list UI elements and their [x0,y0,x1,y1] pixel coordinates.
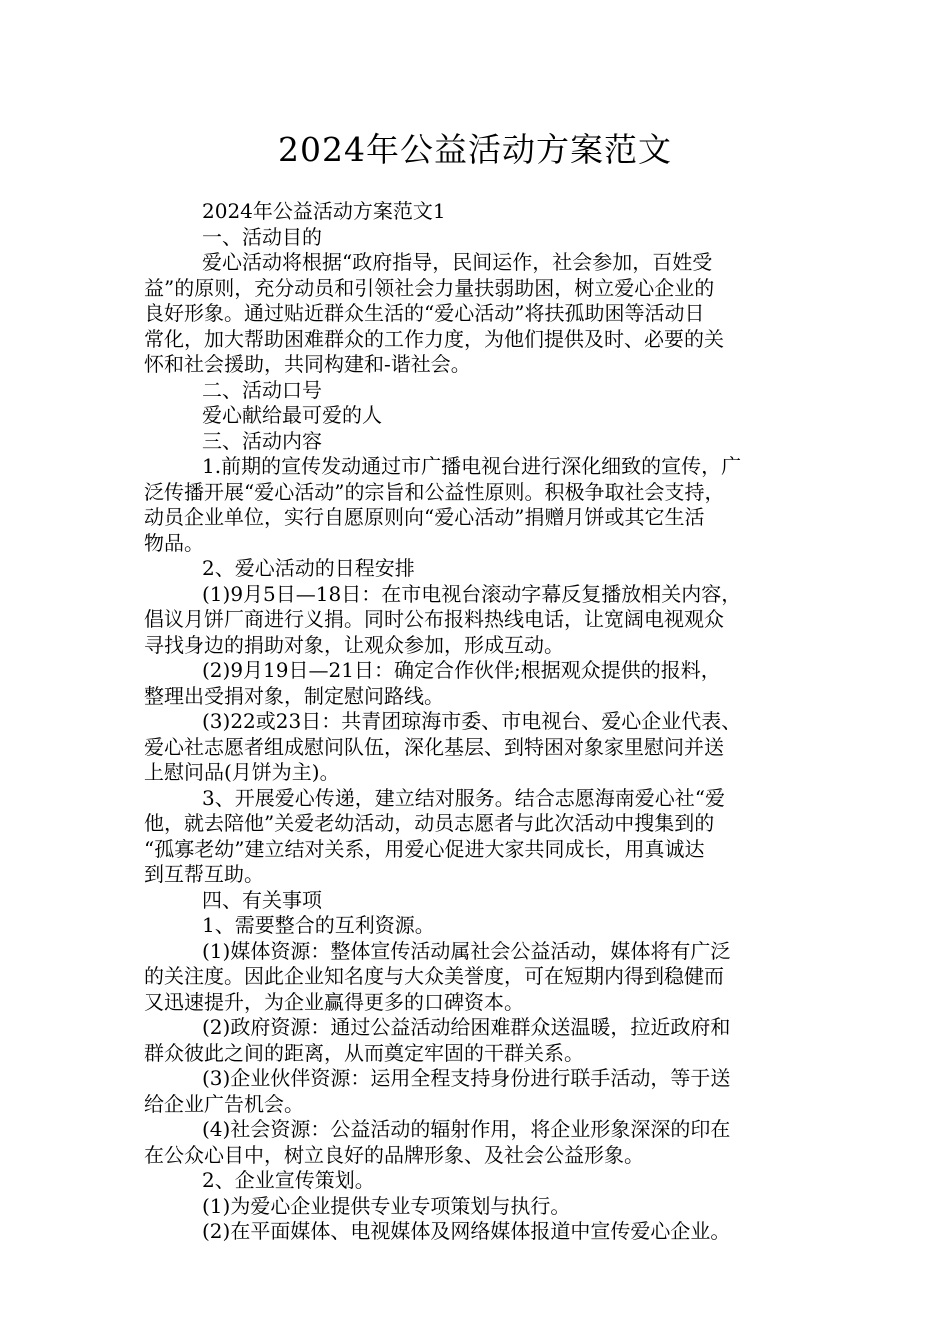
paragraph-line: 又迅速提升，为企业赢得更多的口碑资本。 [144,989,524,1014]
paragraph-line: 2、企业宣传策划。 [202,1168,375,1192]
paragraph-line: 上慰问品(月饼为主)。 [144,760,340,784]
paragraph-line: 爱心献给最可爱的人 [202,403,382,427]
document-body [144,199,814,1245]
paragraph-line: (2)9月19日—21日：确定合作伙伴;根据观众提供的报料， [202,658,721,682]
paragraph-line: 2、爱心活动的日程安排 [202,556,415,580]
paragraph-line: 1、需要整合的互利资源。 [202,913,435,937]
paragraph-line: 他，就去陪他”关爱老幼活动，动员志愿者与此次活动中搜集到的 [144,811,715,835]
page-title: 2024年公益活动方案范文 [278,130,672,169]
paragraph-line: (1)媒体资源：整体宣传活动属社会公益活动，媒体将有广泛 [202,938,731,963]
paragraph-line: 2024年公益活动方案范文1 [202,199,446,223]
paragraph-line: 益”的原则，充分动员和引领社会力量扶弱助困，树立爱心企业的 [144,275,715,300]
paragraph-line: 倡议月饼厂商进行义捐。同时公布报料热线电话，让宽阔电视观众 [144,607,724,631]
paragraph-line: 整理出受捐对象，制定慰问路线。 [144,683,444,708]
paragraph-line: (2)在平面媒体、电视媒体及网络媒体报道中宣传爱心企业。 [202,1219,731,1243]
paragraph-line: “孤寡老幼”建立结对关系，用爱心促进大家共同成长，用真诚达 [144,836,705,861]
paragraph-line: (3)22或23日：共青团琼海市委、市电视台、爱心企业代表、 [202,709,742,733]
paragraph-line: 1.前期的宣传发动通过市广播电视台进行深化细致的宣传，广 [202,454,742,478]
paragraph-line: 三、活动内容 [202,428,322,453]
paragraph-line: 怀和社会援助，共同构建和-谐社会。 [144,352,471,376]
paragraph-line: 给企业广告机会。 [144,1091,304,1116]
paragraph-line: 物品。 [144,530,204,555]
paragraph-line: 到互帮互助。 [144,862,264,886]
paragraph-line: 在公众心目中，树立良好的品牌形象、及社会公益形象。 [144,1142,644,1167]
paragraph-line: (1)为爱心企业提供专业专项策划与执行。 [202,1193,571,1218]
paragraph-line: 3、开展爱心传递，建立结对服务。结合志愿海南爱心社“爱 [202,785,725,810]
paragraph-line: (2)政府资源：通过公益活动给困难群众送温暖，拉近政府和 [202,1015,731,1039]
paragraph-line: 一、活动目的 [202,224,322,249]
paragraph-line: 的关注度。因此企业知名度与大众美誉度，可在短期内得到稳健而 [144,964,724,988]
paragraph-line: 爱心活动将根据“政府指导，民间运作，社会参加，百姓受 [202,250,713,274]
paragraph-line: 动员企业单位，实行自愿原则向“爱心活动”捐赠月饼或其它生活 [144,505,705,529]
paragraph-line: (4)社会资源：公益活动的辐射作用，将企业形象深深的印在 [202,1117,731,1141]
paragraph-line: 常化，加大帮助困难群众的工作力度，为他们提供及时、必要的关 [144,326,724,351]
paragraph-line: 二、活动口号 [202,377,322,402]
paragraph-line: 爱心社志愿者组成慰问队伍，深化基层、到特困对象家里慰问并送 [144,734,724,759]
paragraph-line: 寻找身边的捐助对象，让观众参加，形成互动。 [144,632,564,657]
paragraph-line: 良好形象。通过贴近群众生活的“爱心活动”将扶孤助困等活动日 [144,301,705,325]
paragraph-line: 泛传播开展“爱心活动”的宗旨和公益性原则。积极争取社会支持， [144,479,725,504]
paragraph-line: (1)9月5日—18日：在市电视台滚动字幕反复播放相关内容， [202,581,742,606]
paragraph-line: 群众彼此之间的距离，从而奠定牢固的干群关系。 [144,1040,584,1065]
paragraph-line: 四、有关事项 [202,887,322,912]
paragraph-line: (3)企业伙伴资源：运用全程支持身份进行联手活动，等于送 [202,1066,731,1090]
